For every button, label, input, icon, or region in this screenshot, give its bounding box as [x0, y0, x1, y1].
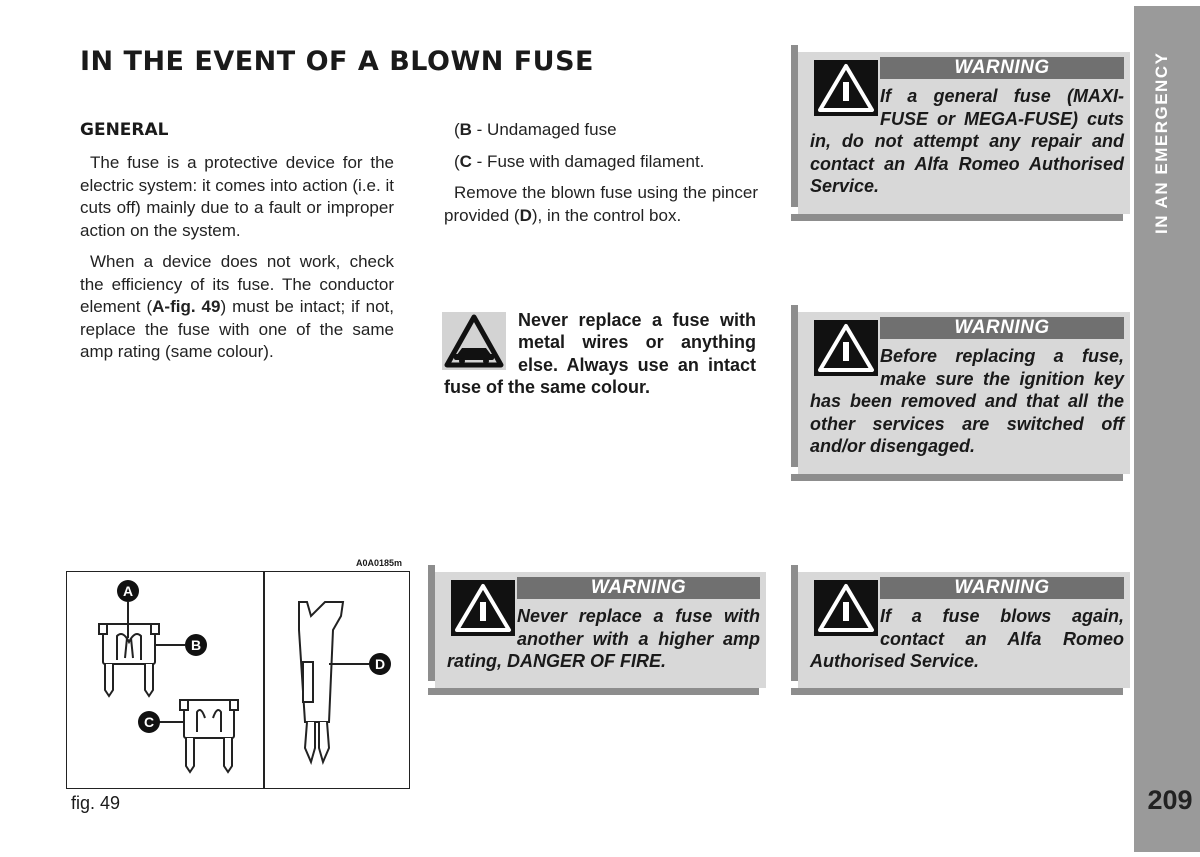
label-a	[117, 580, 139, 602]
warning-header: WARNING	[880, 317, 1124, 339]
warning-header: WARNING	[517, 577, 760, 599]
caution-text: Never replace a fuse with metal wires or anything else. Always use an intact fuse of the same colour.	[444, 310, 756, 397]
figure-49	[66, 571, 410, 789]
figure-code: A0A0185m	[356, 558, 403, 568]
section-tab-title: IN AN EMERGENCY	[1152, 52, 1171, 235]
warning-box-4	[798, 572, 1130, 688]
warning-text: If a fuse blows again, contact an Alfa Romeo Authorised Service.	[810, 606, 1124, 672]
fuse-states-text	[444, 119, 758, 236]
fuse-illustration	[67, 572, 409, 788]
general-text	[80, 152, 394, 373]
svg-text:C: C	[143, 714, 155, 730]
warning-box-1	[798, 52, 1130, 214]
label-b	[185, 634, 207, 656]
section-heading-general: GENERAL	[80, 120, 169, 140]
warning-box-3	[435, 572, 766, 688]
remove-instruction: Remove the blown fuse using the pincer provided (D), in the control box.	[444, 183, 758, 225]
warning-text: Before replacing a fuse, make sure the ignition key has been removed and that all the other services are switched off and/or disengaged.	[810, 346, 1124, 457]
warning-box-2	[798, 312, 1130, 474]
label-c	[138, 711, 160, 733]
page-number: 209	[1147, 785, 1193, 815]
general-paragraph-2: When a device does not work, check the efficiency of its fuse. The conductor element (A-fig. 49) must be intact; if not, replace the fuse with one of the same amp rating (same colour).	[80, 252, 394, 361]
item-b: (B - Undamaged fuse	[454, 120, 617, 139]
svg-text:A: A	[122, 583, 134, 599]
item-c: (C - Fuse with damaged filament.	[454, 151, 705, 171]
label-d	[369, 653, 391, 675]
warning-header: WARNING	[880, 577, 1124, 599]
figure-caption: fig. 49	[71, 793, 121, 813]
page-title: IN THE EVENT OF A BLOWN FUSE	[80, 46, 595, 77]
figure-reference: A-fig. 49	[152, 297, 221, 316]
warning-header: WARNING	[880, 57, 1124, 79]
general-paragraph-1: The fuse is a protective device for the electric system: it comes into action (i.e. it cuts off) mainly due to a fault or improper action on the system.	[80, 153, 394, 240]
warning-text: Never replace a fuse with another with a higher amp rating, DANGER OF FIRE.	[447, 606, 760, 672]
svg-text:D: D	[374, 656, 386, 672]
svg-text:B: B	[190, 637, 202, 653]
warning-text: If a general fuse (MAXI-FUSE or MEGA-FUSE) cuts in, do not attempt any repair and contact an Alfa Romeo Authorised Service.	[810, 86, 1124, 197]
